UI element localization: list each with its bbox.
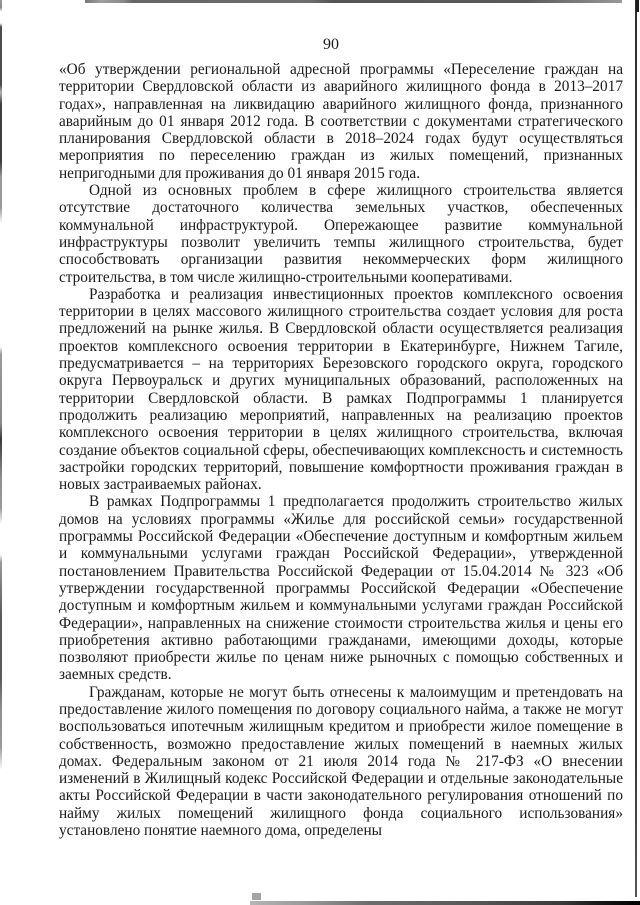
paragraph: Гражданам, которые не могут быть отнесены к малоимущим и претендовать на предоставление жилого помещения по договору социального найма, а также не могут воспользоваться ипотечным жилищным кредитом и приобрести жилое помещение в собственность, возможно предоставление жилых помещений в наемных жилых домах. Федеральным законом от 21 июля 2014 года № 217-ФЗ «О внесении изменений в Жилищный кодекс Российской Федерации и отдельные законодательные акты Российской Федерации в части законодательного регулирования отношений по найму жилых помещений жилищного фонда социального использования» установлено понятие наемного дома, определены xyxy=(59,683,623,840)
scan-artifact-top-right-tick xyxy=(636,0,639,12)
paragraph: Одной из основных проблем в сфере жилищного строительства является отсутствие достаточного количества земельных участков, обеспеченных коммунальной инфраструктурой. Опережающее развитие коммунальной инфраструктуры позволит увеличить темпы жилищного строительства, будет способствовать организации развития некоммерческих форм жилищного строительства, в том числе жилищно-строительными кооперативами. xyxy=(59,182,623,286)
scan-artifact-right-edge xyxy=(635,0,637,897)
document-body xyxy=(59,61,623,839)
scan-artifact-speck xyxy=(252,893,261,900)
scan-artifact-left-edge xyxy=(0,0,2,770)
paragraph: В рамках Подпрограммы 1 предполагается продолжить строительство жилых домов на условиях программы «Жилье для российской семьи» государственной программы Российской Федерации «Обеспечение доступным и комфортным жильем и коммунальными услугами граждан Российской Федерации», утвержденной постановлением Правительства Российской Федерации от 15.04.2014 № 323 «Об утверждении государственной программы Российской Федерации «Обеспечение доступным и комфортным жильем и коммунальными услугами граждан Российской Федерации», направленных на снижение стоимости строительства жилья и цены его приобретения активно работающими гражданами, имеющими доходы, которые позволяют приобрести жилье по ценам ниже рыночных с помощью собственных и заемных средств. xyxy=(59,493,623,684)
paragraph: Разработка и реализация инвестиционных проектов комплексного освоения территории в целях массового жилищного строительства создает условия для роста предложений на рынке жилья. В Свердловской области осуществляется реализация проектов комплексного освоения территории в Екатеринбурге, Нижнем Тагиле, предусматривается – на территориях Березовского городского округа, городского округа Первоуральск и других муниципальных образований, расположенных на территории Свердловской области. В рамках Подпрограммы 1 планируется продолжить реализацию мероприятий, направленных на реализацию проектов комплексного освоения территории в целях жилищного строительства, включая создание объектов социальной сферы, обеспечивающих комплексность и системность застройки городских территорий, повышение комфортности проживания граждан в новых застраиваемых районах. xyxy=(59,285,623,494)
scan-artifact-bottom-edge xyxy=(250,901,640,905)
scan-artifact-top-edge xyxy=(85,0,622,3)
paragraph: «Об утверждении региональной адресной программы «Переселение граждан на территории Свердловской области из аварийного жилищного фонда в 2013–2017 годах», направленная на ликвидацию аварийного жилищного фонда, признанного аварийным до 01 января 2012 года. В соответствии с документами стратегического планирования Свердловской области в 2018–2024 годах будут осуществляться мероприятия по переселению граждан из жилых помещений, признанных непригодными для проживания до 01 января 2015 года. xyxy=(59,61,623,182)
page-number: 90 xyxy=(323,36,339,53)
